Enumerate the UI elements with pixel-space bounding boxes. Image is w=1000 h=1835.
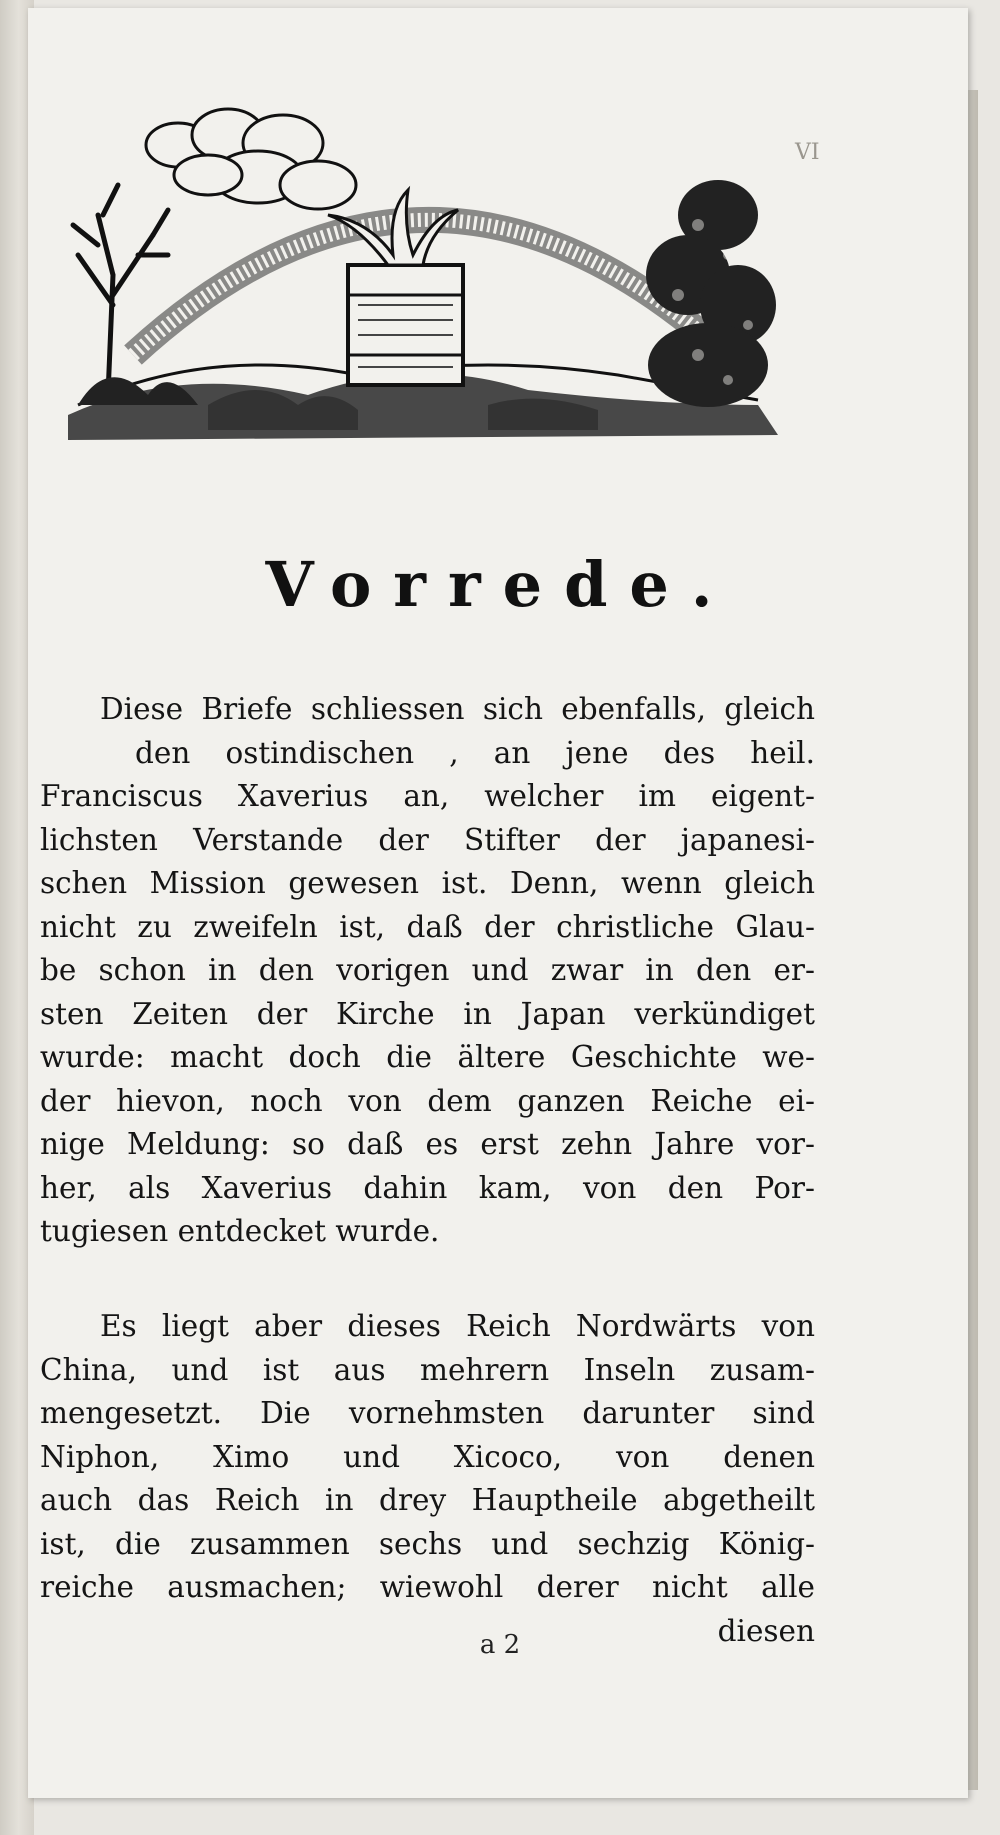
text-line: be schon in den vorigen und zwar in den er- — [40, 953, 815, 987]
text-line: den ostindischen , an jene des heil. — [135, 735, 815, 770]
text-line: auch das Reich in drey Hauptheile abgetheilt — [40, 1483, 815, 1517]
text-line: Niphon, Ximo und Xicoco, von denen — [40, 1439, 815, 1474]
text-line: Es liegt aber dieses Reich Nordwärts von — [100, 1309, 815, 1343]
signature-mark: a 2 — [479, 1630, 521, 1660]
text-line: sten Zeiten der Kirche in Japan verkündiget — [40, 996, 815, 1031]
text-line: schen Mission gewesen ist. Denn, wenn gleich — [40, 866, 815, 900]
text-line: wurde: macht doch die ältere Geschichte we- — [40, 1040, 815, 1074]
woodcut-vignette — [58, 105, 798, 450]
text-line: reiche ausmachen; wiewohl derer nicht alle — [40, 1570, 815, 1604]
paragraph-1 — [40, 688, 815, 1254]
text-line: her, als Xaverius dahin kam, von den Por- — [40, 1170, 815, 1205]
text-line: nige Meldung: so daß es erst zehn Jahre vor- — [40, 1127, 815, 1161]
page-number: VI — [795, 140, 820, 165]
text-line: der hievon, noch von dem ganzen Reiche ei- — [40, 1083, 815, 1118]
text-line: mengesetzt. Die vornehmsten darunter sind — [40, 1396, 815, 1430]
text-line: lichsten Verstande der Stifter der japanesi- — [40, 822, 815, 857]
paragraph-2 — [40, 1305, 815, 1653]
text-line: nicht zu zweifeln ist, daß der christliche Glau- — [40, 909, 815, 944]
heading-vorrede: Vorrede. — [265, 548, 735, 621]
text-line: China, und ist aus mehrern Inseln zusam- — [40, 1352, 815, 1387]
catchword: diesen — [717, 1613, 815, 1648]
text-line: Diese Briefe schliessen sich ebenfalls, gleich — [100, 692, 815, 726]
text-line: ist, die zusammen sechs und sechzig König- — [40, 1526, 815, 1561]
text-line: Franciscus Xaverius an, welcher im eigent- — [40, 779, 815, 813]
text-line: tugiesen entdecket wurde. — [40, 1214, 440, 1248]
